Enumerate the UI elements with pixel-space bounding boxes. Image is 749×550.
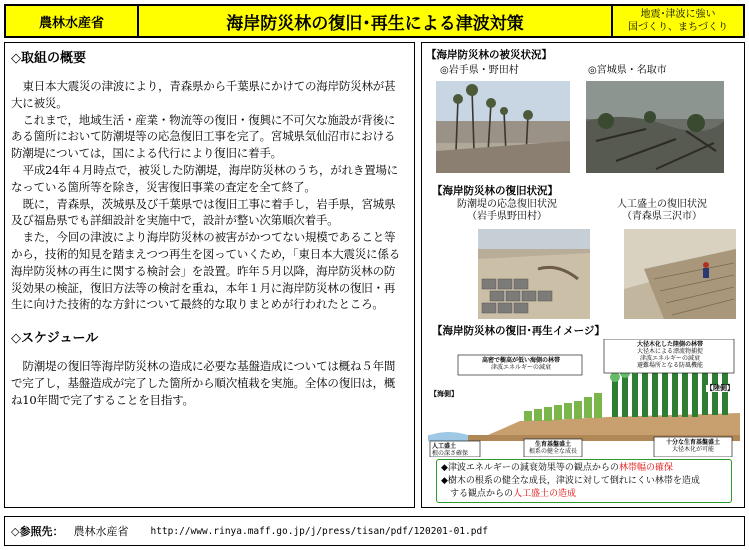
key-point-2-cont-text: する観点からの — [450, 489, 514, 499]
key-point-1 — [441, 462, 727, 475]
overview-paragraph-5: また，今回の津波により海岸防災林の被害がかつてない規模であること等から，技術的知見を踏まえつつ再生を図っていくため，「東日本大震災に係る海岸防災林の再生に関する検討会」を設置。昨年５月以降，海岸防災林の防災効果の検証，復旧方法等の検討を重ね，本年１月に海岸防災林の復旧・再生に向けた技術的な方針について最終的な取りまとめが行われたところ。 — [11, 230, 401, 312]
page-title: 海岸防災林の復旧･再生による津波対策 — [139, 4, 613, 38]
damage-label-natori: ◎宮城県・名取市 — [588, 65, 667, 76]
category-tag — [613, 4, 745, 38]
recovery-label-1-place: （岩手県野田村） — [467, 211, 547, 222]
key-point-2: ◆樹木の根系の健全な成長，津波に対して倒れにくい林帯を造成 — [441, 476, 700, 486]
schedule-heading: ◇スケジュール — [11, 331, 99, 347]
growth-base-title: 生育基盤盛土 — [534, 441, 571, 448]
sea-side-label: 【海側】 — [430, 390, 458, 398]
seaward-belt-label — [462, 357, 580, 371]
reference-label: ◇参照先： — [11, 525, 64, 538]
growth-base-label — [526, 441, 580, 455]
recovery-label-2-title: 人工盛土の復旧状況 — [617, 199, 707, 210]
artificial-embankment-label — [432, 443, 478, 457]
sufficient-base-effect: 大径木化が可能 — [671, 446, 714, 453]
artificial-embankment-title: 人工盛土 — [432, 443, 457, 450]
landward-belt-effect-3: 避難場所となる防風機能 — [636, 362, 703, 369]
artificial-embankment-effect: 根の深さ確保 — [432, 450, 469, 457]
landward-belt-effect-1: 大径木による漂流物捕捉 — [636, 348, 703, 355]
recovery-label-1 — [442, 199, 572, 223]
overview-panel — [4, 42, 415, 508]
landward-belt-effect-2: 津波エネルギーの減衰 — [639, 355, 700, 362]
key-point-2-cont — [441, 488, 727, 501]
overview-paragraph-3: 平成24年４月時点で，被災した防潮堤，海岸防災林のうち，がれき置場になっている箇所等を除き，災害復旧事業の査定を全て終了。 — [11, 162, 399, 194]
reference-source: 農林水産省 — [73, 525, 129, 538]
reference-footer — [4, 516, 745, 546]
figures-panel — [421, 42, 745, 508]
recovery-photo-embankment — [624, 229, 736, 319]
landward-belt-title: 大径木化した陸側の林帯 — [636, 341, 703, 348]
category-tag-line1: 地震･津波に強い — [640, 9, 716, 20]
damage-label-noda: ◎岩手県・野田村 — [440, 65, 519, 76]
category-tag-line2: 国づくり、まちづくり — [628, 22, 728, 33]
recovery-label-2 — [602, 199, 722, 223]
overview-paragraph-2: これまで，地域生活・産業・物流等の復旧・復興に不可欠な施設が背後にある箇所において防潮堤等の応急復旧工事を完了。宮城県気仙沼市における防潮堤については，国による代行により復旧に着手。 — [11, 112, 396, 161]
reference-url[interactable]: http://www.rinya.maff.go.jp/j/press/tisan/pdf/120201-01.pdf — [150, 525, 488, 537]
sufficient-base-label — [656, 439, 730, 453]
growth-base-effect: 根系の健全な成長 — [528, 448, 577, 455]
overview-paragraph-4: 既に，青森県，茨城県及び千葉県では復旧工事に着手し，岩手県，宮城県及び福島県でも詳細設計を実施中で，設計が整い次第順次着手。 — [11, 196, 396, 228]
recovery-label-2-place: （青森県三沢市） — [622, 211, 702, 222]
image-heading: 【海岸防災林の復旧･再生イメージ】 — [432, 325, 605, 337]
damage-photo-noda — [436, 81, 570, 173]
sufficient-base-title: 十分な生育基盤盛土 — [665, 439, 720, 446]
recovery-photo-seawall — [478, 229, 590, 319]
recovery-heading: 【海岸防災林の復旧状況】 — [432, 185, 558, 197]
overview-paragraph-1: 東日本大震災の津波により，青森県から千葉県にかけての海岸防災林が甚大に被災。 — [11, 79, 396, 110]
damage-photo-natori — [586, 81, 724, 173]
damage-heading: 【海岸防災林の被災状況】 — [426, 49, 552, 61]
seaward-belt-effect: 津波エネルギーの減衰 — [490, 364, 551, 371]
header-bar — [4, 4, 745, 38]
key-points-box — [436, 459, 732, 503]
forest-cross-section-diagram — [428, 339, 740, 457]
land-side-label: 【陸側】 — [706, 384, 734, 392]
schedule-paragraph: 防潮堤の復旧等海岸防災林の造成に必要な基盤造成については概ね５年間で完了し，基盤造成が完了した箇所から順次植栽を実施。全体の復旧は，概ね10年間で完了することを目指す。 — [11, 359, 396, 407]
key-point-1-highlight: 林帯幅の確保 — [618, 463, 673, 473]
agency-label: 農林水産省 — [4, 4, 139, 38]
recovery-label-1-title: 防潮堤の応急復旧状況 — [457, 199, 557, 210]
key-point-1-text: ◆津波エネルギーの減衰効果等の観点からの — [441, 463, 619, 473]
seaward-belt-title: 高密で樹高が低い海側の林帯 — [481, 357, 560, 364]
key-point-2-highlight: 人工盛土の造成 — [513, 489, 577, 499]
overview-heading: ◇取組の概要 — [11, 51, 86, 66]
landward-belt-label — [608, 341, 732, 369]
